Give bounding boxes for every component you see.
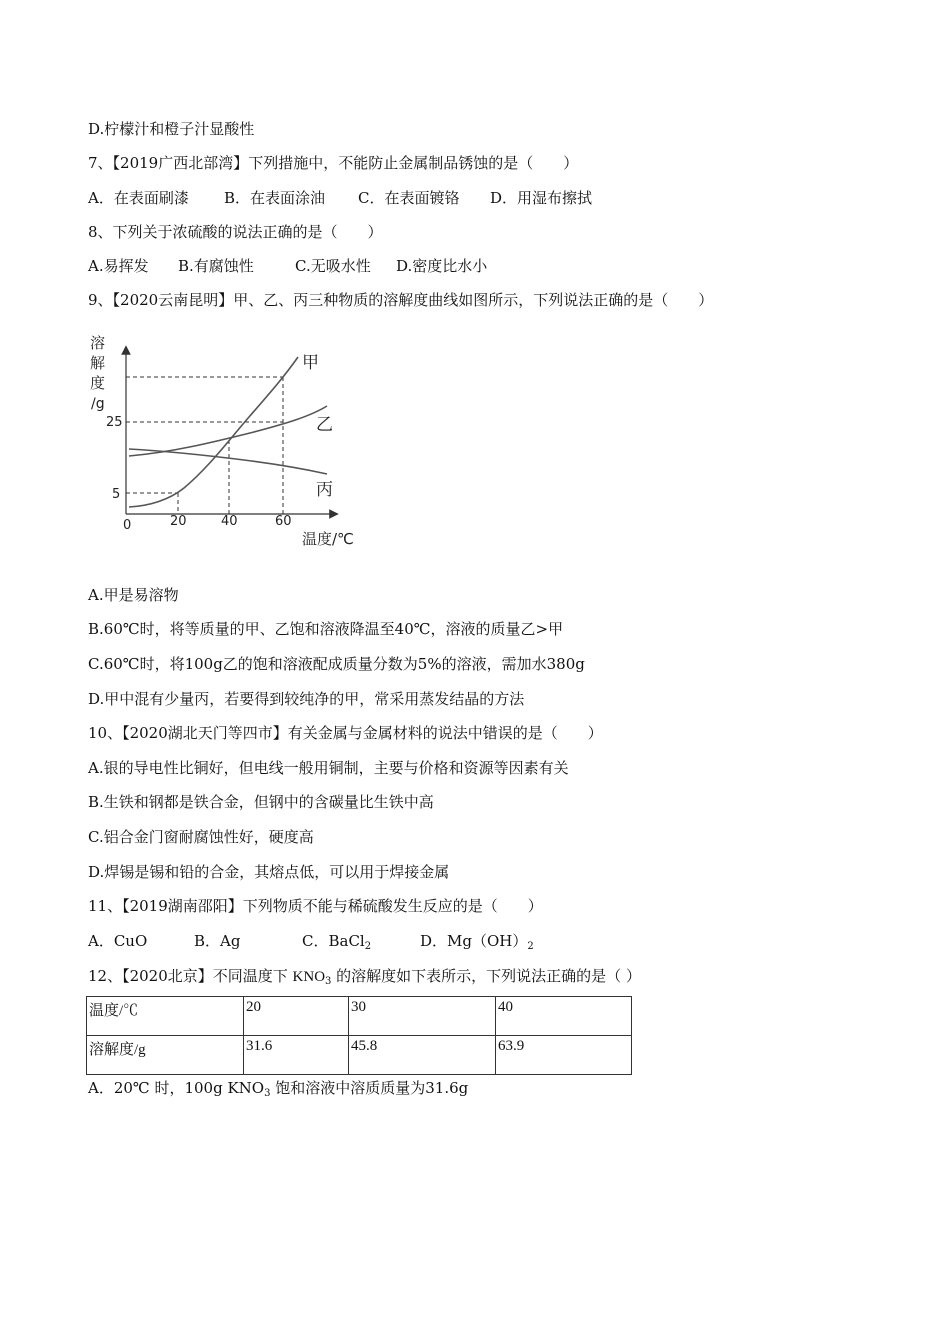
x-tick-20: 20	[170, 514, 187, 529]
q11-option-d: D．$Mg(OH)_2$	[420, 932, 534, 952]
q7-stem: 7、【2019广西北部湾】下列措施中，不能防止金属制品锈蚀的是（ ）	[88, 154, 579, 172]
x-axis-label: 温度/℃	[302, 530, 354, 548]
q11-option-a: A．CuO	[88, 932, 148, 950]
curve-yi	[129, 406, 327, 456]
q10-option-a: A.银的导电性比铜好，但电线一般用铜制，主要与价格和资源等因素有关	[88, 759, 569, 777]
y-tick-25: 25	[106, 415, 123, 430]
kno3-solubility-table	[86, 996, 632, 1075]
q11-option-b: B．Ag	[194, 932, 241, 950]
table-cell: 40	[496, 997, 632, 1036]
q8-option-c: C.无吸水性	[295, 257, 371, 275]
table-cell: 45.8	[349, 1036, 496, 1075]
y-axis-label-4: /g	[91, 396, 105, 412]
q7-options	[88, 188, 592, 208]
q12-option-a: A．20℃ 时，100g $KNO_3$ 饱和溶液中溶质质量为31.6g	[88, 1079, 469, 1099]
q7-option-c: C．在表面镀铬	[358, 189, 460, 207]
q12-stem: 12、【2020北京】不同温度下 $KNO_3$ 的溶解度如下表所示，下列说法正确的是（ ）	[88, 967, 641, 987]
q9-option-b: B.60℃时，将等质量的甲、乙饱和溶液降温至40℃，溶液的质量乙>甲	[88, 620, 564, 638]
q7-option-d: D．用湿布擦拭	[490, 189, 593, 207]
q10-option-b: B.生铁和钢都是铁合金，但钢中的含碳量比生铁中高	[88, 793, 434, 811]
table-cell: 溶解度/g	[87, 1036, 244, 1075]
y-axis-label-1: 溶	[90, 334, 106, 352]
table-row	[87, 997, 632, 1036]
y-tick-5: 5	[112, 487, 121, 502]
table-cell: 63.9	[496, 1036, 632, 1075]
q10-option-c: C.铝合金门窗耐腐蚀性好，硬度高	[88, 828, 314, 846]
table-cell: 30	[349, 997, 496, 1036]
curve-label-jia: 甲	[302, 353, 319, 373]
curve-label-yi: 乙	[316, 415, 333, 435]
q9-stem: 9、【2020云南昆明】甲、乙、丙三种物质的溶解度曲线如图所示，下列说法正确的是（ ）	[88, 291, 714, 309]
q9-option-c: C.60℃时，将100g乙的饱和溶液配成质量分数为5%的溶液，需加水380g	[88, 655, 585, 673]
q8-stem: 8、下列关于浓硫酸的说法正确的是（ ）	[88, 223, 383, 241]
q8-option-b: B.有腐蚀性	[178, 257, 254, 275]
q8-option-a: A.易挥发	[88, 257, 149, 275]
q7-option-a: A．在表面刷漆	[88, 189, 189, 207]
guide-lines	[126, 377, 283, 514]
q11-options	[88, 931, 534, 951]
x-tick-0: 0	[123, 518, 132, 533]
q8-option-d: D.密度比水小	[396, 257, 488, 275]
q9-option-d: D.甲中混有少量丙，若要得到较纯净的甲，常采用蒸发结晶的方法	[88, 690, 525, 708]
solubility-curve-chart	[84, 322, 384, 554]
q8-options	[88, 256, 487, 276]
curve-jia	[129, 357, 298, 507]
y-axis-label-3: 度	[90, 374, 106, 392]
table-row	[87, 1036, 632, 1075]
q11-option-c: C．BaCl$_2$	[302, 932, 372, 952]
q11-stem: 11、【2019湖南邵阳】下列物质不能与稀硫酸发生反应的是（ ）	[88, 897, 543, 915]
x-tick-60: 60	[275, 514, 292, 529]
table-cell: 温度/℃	[87, 997, 244, 1036]
q10-option-d: D.焊锡是锡和铅的合金，其熔点低，可以用于焊接金属	[88, 863, 450, 881]
q7-option-b: B．在表面涂油	[224, 189, 326, 207]
q10-stem: 10、【2020湖北天门等四市】有关金属与金属材料的说法中错误的是（ ）	[88, 724, 603, 742]
table-cell: 31.6	[244, 1036, 349, 1075]
q6-option-d: D.柠檬汁和橙子汁显酸性	[88, 120, 255, 138]
curve-label-bing: 丙	[316, 480, 333, 500]
y-axis-label-2: 解	[90, 354, 106, 372]
x-tick-40: 40	[221, 514, 238, 529]
q9-option-a: A.甲是易溶物	[88, 586, 179, 604]
table-cell: 20	[244, 997, 349, 1036]
